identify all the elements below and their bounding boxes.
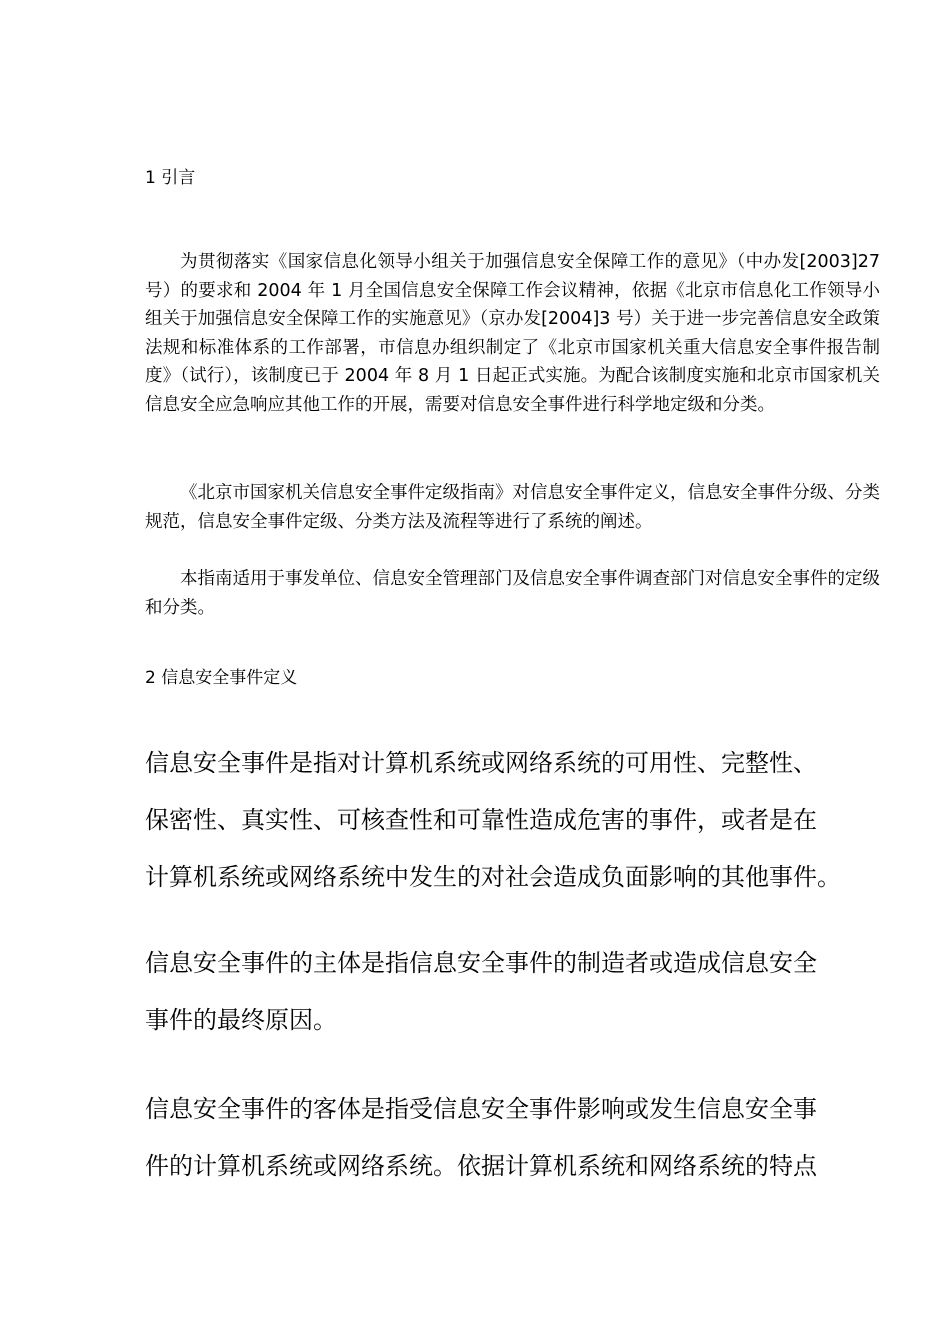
- text-line: 保密性、真实性、可核查性和可靠性造成危害的事件，或者是在: [145, 806, 817, 834]
- section-2-paragraph-3: [145, 1081, 880, 1195]
- section-1-paragraph-1: 为贯彻落实《国家信息化领导小组关于加强信息安全保障工作的意见》（中办发[2003]27 号）的要求和 2004 年 1 月全国信息安全保障工作会议精神，依据《北京市信息化工作领导小组关于加强信息安全保障工作的实施意见》（京办发[2004]3 号）关于进一步完善信息安全政策法规和标准体系的工作部署，市信息办组织制定了《北京市国家机关重大信息安全事件报告制度》（试行），该制度已于 2004 年 8 月 1 日起正式实施。为配合该制度实施和北京市国家机关信息安全应急响应其他工作的开展，需要对信息安全事件进行科学地定级和分类。: [145, 252, 880, 415]
- section-2-paragraph-2: [145, 935, 880, 1049]
- section-2-heading: 2 信息安全事件定义: [145, 668, 298, 688]
- text-line: 信息安全事件是指对计算机系统或网络系统的可用性、完整性、: [145, 749, 817, 777]
- section-1-paragraph-2: 《北京市国家机关信息安全事件定级指南》对信息安全事件定义，信息安全事件分级、分类规范，信息安全事件定级、分类方法及流程等进行了系统的阐述。: [145, 483, 880, 532]
- section-1-paragraph-3: 本指南适用于事发单位、信息安全管理部门及信息安全事件调查部门对信息安全事件的定级和分类。: [145, 569, 880, 618]
- section-1-heading: 1 引言: [145, 168, 196, 188]
- section-2-paragraph-1: [145, 735, 880, 906]
- text-line: 信息安全事件的主体是指信息安全事件的制造者或造成信息安全: [145, 949, 817, 977]
- text-line: 计算机系统或网络系统中发生的对社会造成负面影响的其他事件。: [145, 863, 841, 891]
- text-line: 事件的最终原因。: [145, 1006, 337, 1034]
- text-line: 件的计算机系统或网络系统。依据计算机系统和网络系统的特点: [145, 1152, 817, 1180]
- text-line: 信息安全事件的客体是指受信息安全事件影响或发生信息安全事: [145, 1095, 817, 1123]
